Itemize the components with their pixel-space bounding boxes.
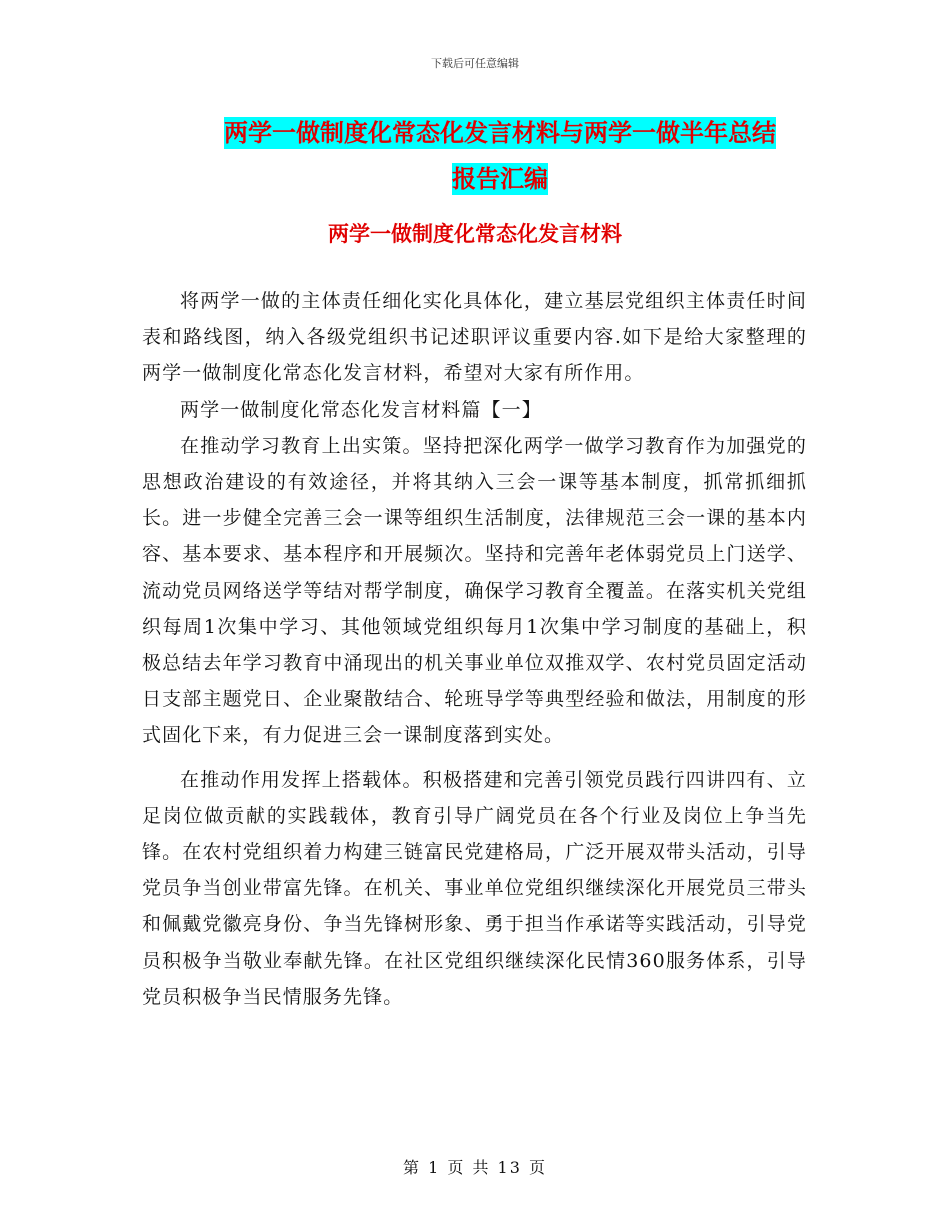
paragraph-heading: 两学一做制度化常态化发言材料篇【一】: [180, 398, 542, 421]
main-title-line-2: 报告汇编: [452, 165, 548, 193]
paragraph-study: 在推动学习教育上出实策。坚持把深化两学一做学习教育作为加强党的思想政治建设的有效途径，并将其纳入三会一课等基本制度，抓常抓细抓长。进一步健全完善三会一课等组织生活制度，法律规范三会一课的基本内容、基本要求、基本程序和开展频次。坚持和完善年老体弱党员上门送学、流动党员网络送学等结对帮学制度，确保学习教育全覆盖。在落实机关党组织每周1次集中学习、其他领域党组织每月1次集中学习制度的基础上，积极总结去年学习教育中涌现出的机关事业单位双推双学、农村党员固定活动日支部主题党日、企业聚散结合、轮班导学等典型经验和做法，用制度的形式固化下来，有力促进三会一课制度落到实处。: [142, 434, 807, 747]
section-title: 两学一做制度化常态化发言材料: [328, 222, 622, 246]
main-title: [140, 110, 860, 202]
paragraph-role: 在推动作用发挥上搭载体。积极搭建和完善引领党员践行四讲四有、立足岗位做贡献的实践载体，教育引导广阔党员在各个行业及岗位上争当先锋。在农村党组织着力构建三链富民党建格局，广泛开展双带头活动，引导党员争当创业带富先锋。在机关、事业单位党组织继续深化开展党员三带头和佩戴党徽亮身份、争当先锋树形象、勇于担当作承诺等实践活动，引导党员积极争当敬业奉献先锋。在社区党组织继续深化民情360服务体系，引导党员积极争当民情服务先锋。: [142, 768, 807, 1008]
main-title-line-1: 两学一做制度化常态化发言材料与两学一做半年总结: [224, 119, 776, 147]
header-note: 下载后可任意编辑: [431, 57, 519, 70]
body-text: [142, 283, 807, 1015]
page-footer: 第 1 页 共 13 页: [403, 1158, 547, 1177]
paragraph-intro: 将两学一做的主体责任细化实化具体化，建立基层党组织主体责任时间表和路线图，纳入各级党组织书记述职评议重要内容.如下是给大家整理的两学一做制度化常态化发言材料，希望对大家有所作用。: [142, 290, 807, 385]
